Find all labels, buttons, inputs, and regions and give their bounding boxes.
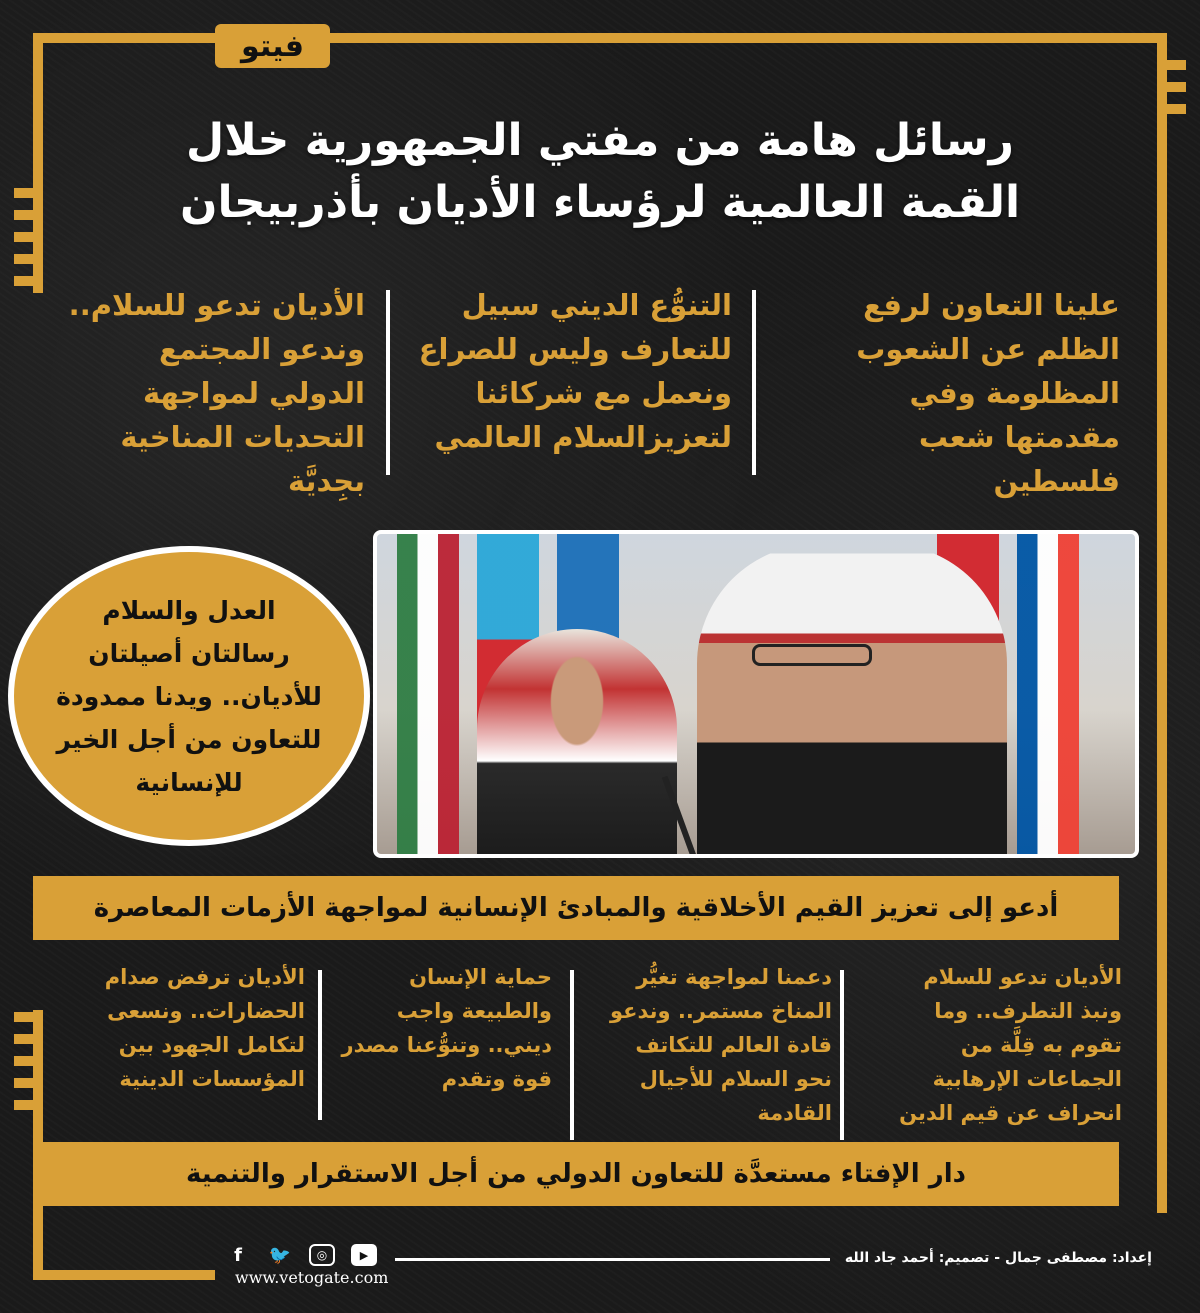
frame-dash (1164, 104, 1186, 114)
frame-dash (14, 1034, 36, 1044)
credit-divider (395, 1258, 830, 1261)
frame-dash (14, 188, 36, 198)
divider (386, 290, 390, 475)
frame-dash (14, 1100, 36, 1110)
frame-border-top-left (33, 33, 215, 43)
quote-bottom-2: دعمنا لمواجهة تغيُّر المناخ مستمر.. وندعو قادة العالم للتكاتف نحو السلام للأجيال القادمة (610, 965, 832, 1125)
glasses-shape (752, 644, 872, 666)
frame-dash (14, 1056, 36, 1066)
quote-top-right: علينا التعاون لرفع الظلم عن الشعوب المظلومة وفي مقدمتها شعب فلسطين (856, 288, 1120, 498)
frame-border-bottom (33, 1270, 215, 1280)
circle-quote: العدل والسلام رسالتان أصيلتان للأديان.. ويدنا ممدودة للتعاون من أجل الخير للإنسانية (8, 546, 370, 846)
instagram-icon[interactable]: ◎ (309, 1244, 335, 1266)
quote-bottom-1: الأديان تدعو للسلام ونبذ التطرف.. وما تقوم به قِلَّة من الجماعات الإرهابية انحراف عن قيم الدين (899, 965, 1122, 1125)
frame-dash (14, 210, 36, 220)
frame-border-top (330, 33, 1167, 43)
quote-bottom-3: حماية الإنسان والطبيعة واجب ديني.. وتنوُّعنا مصدر قوة وتقدم (341, 965, 552, 1091)
quote-top-center: التنوُّع الديني سبيل للتعارف وليس للصراع ونعمل مع شركائنا لتعزيزالسلام العالمي (418, 288, 732, 454)
flag-image (397, 534, 459, 854)
frame-dash (14, 254, 36, 264)
frame-dash (1164, 60, 1186, 70)
website-url[interactable]: www.vetogate.com (235, 1268, 389, 1287)
frame-dash (1164, 82, 1186, 92)
twitter-icon[interactable]: 🐦 (268, 1244, 292, 1266)
mufti-speech-photo (373, 530, 1139, 858)
divider (840, 970, 844, 1140)
flag-image (1017, 534, 1079, 854)
frame-border-right (1157, 33, 1167, 1213)
divider (318, 970, 322, 1120)
headline: رسائل هامة من مفتي الجمهورية خلال القمة العالمية لرؤساء الأديان بأذربيجان (179, 115, 1021, 228)
divider (570, 970, 574, 1140)
facebook-icon[interactable]: f (234, 1244, 242, 1266)
quote-bottom-4: الأديان ترفض صدام الحضارات.. ونسعى لتكامل الجهود بين المؤسسات الدينية (104, 965, 305, 1091)
frame-dash (14, 1012, 36, 1022)
credit-text: إعداد: مصطفى جمال - تصميم: أحمد جاد الله (844, 1250, 1152, 1266)
quote-top-left: الأديان تدعو للسلام.. وندعو المجتمع الدولي لمواجهة التحديات المناخية بجِديَّة (68, 288, 365, 498)
brand-logo: فيتو (215, 24, 330, 68)
banner-2: دار الإفتاء مستعدَّة للتعاون الدولي من أجل الاستقرار والتنمية (33, 1142, 1119, 1206)
frame-dash (14, 1078, 36, 1088)
banner-1: أدعو إلى تعزيز القيم الأخلاقية والمبادئ الإنسانية لمواجهة الأزمات المعاصرة (33, 876, 1119, 940)
frame-dash (14, 232, 36, 242)
person-image (477, 629, 677, 858)
person-image (697, 544, 1007, 858)
divider (752, 290, 756, 475)
youtube-icon[interactable]: ▶ (351, 1244, 377, 1266)
social-icons (225, 1244, 377, 1266)
frame-dash (14, 276, 36, 286)
